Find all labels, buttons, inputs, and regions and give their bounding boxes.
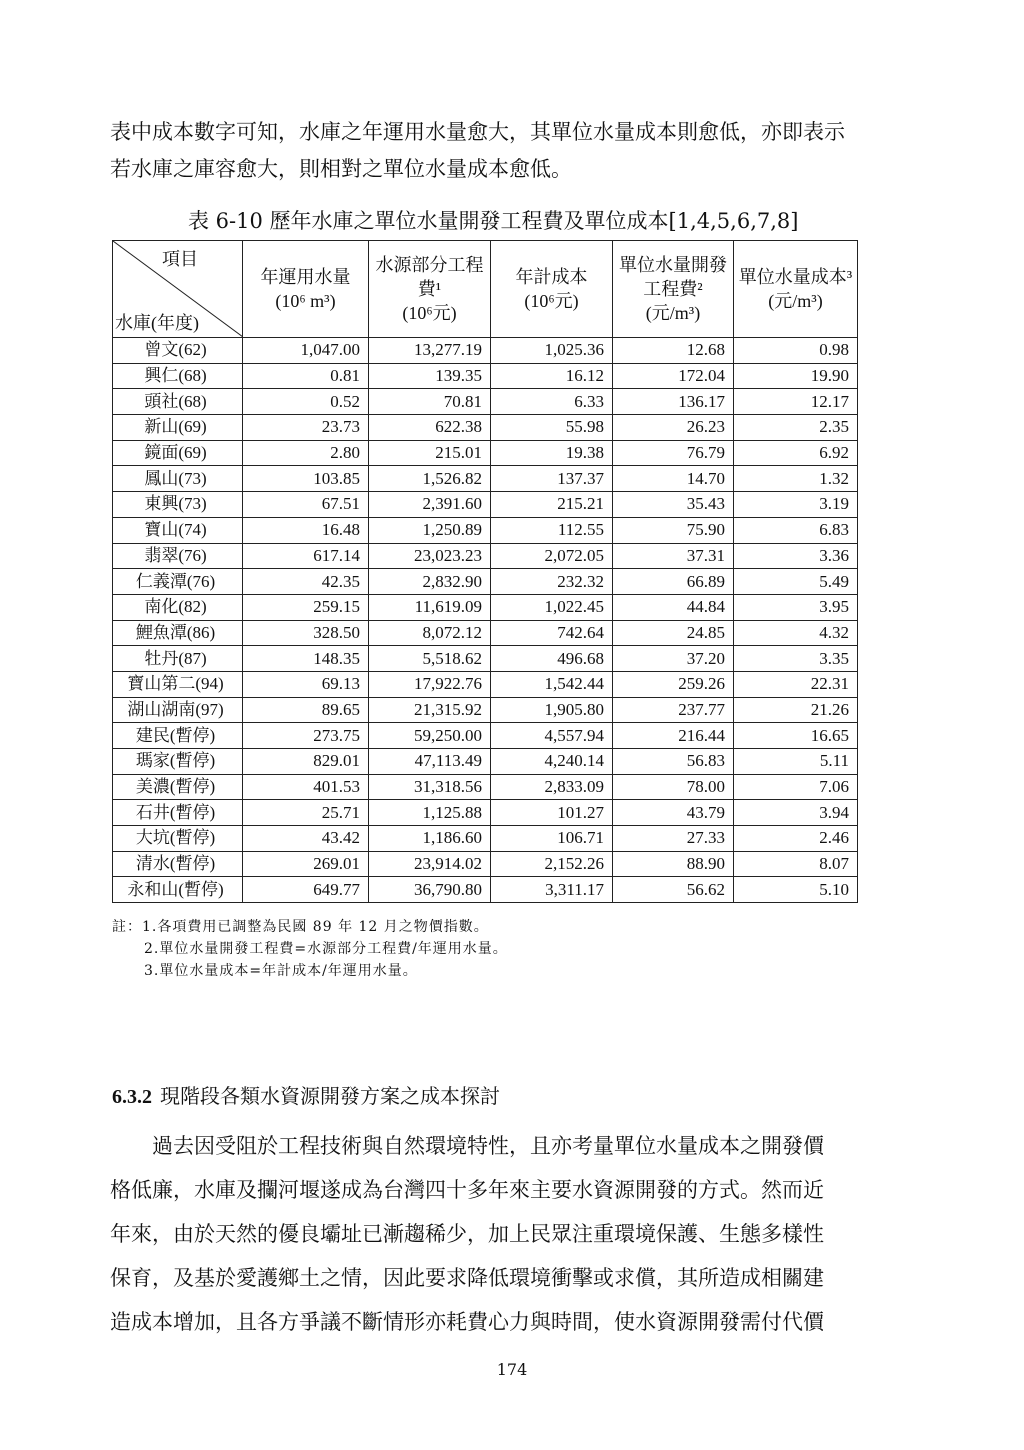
value-cell: 78.00	[613, 774, 734, 800]
value-cell: 216.44	[613, 723, 734, 749]
reservoir-cost-table	[112, 240, 858, 903]
page-number: 174	[496, 1360, 528, 1379]
value-cell: 4,557.94	[491, 723, 613, 749]
table-row	[113, 671, 858, 697]
value-cell: 1,025.36	[491, 338, 613, 364]
table-row	[113, 389, 858, 415]
value-cell: 106.71	[491, 826, 613, 852]
value-cell: 1.32	[734, 466, 858, 492]
table-row	[113, 492, 858, 518]
table-row	[113, 697, 858, 723]
value-cell: 5.11	[734, 749, 858, 775]
table-row	[113, 338, 858, 364]
value-cell: 237.77	[613, 697, 734, 723]
value-cell: 2,072.05	[491, 543, 613, 569]
corner-item-label: 項目	[162, 249, 198, 269]
table-row	[113, 877, 858, 903]
value-cell: 4.32	[734, 620, 858, 646]
intro-line: 表中成本數字可知，水庫之年運用水量愈大，其單位水量成本則愈低，亦即表示	[110, 120, 845, 144]
reservoir-name-cell: 東興(73)	[113, 492, 243, 518]
header-unit-dev-cost: 單位水量開發工程費² (元/m³)	[613, 241, 734, 338]
reservoir-name-cell: 仁義潭(76)	[113, 569, 243, 595]
reservoir-name-cell: 石井(暫停)	[113, 800, 243, 826]
reservoir-name-cell: 興仁(68)	[113, 363, 243, 389]
table-row	[113, 646, 858, 672]
value-cell: 101.27	[491, 800, 613, 826]
value-cell: 35.43	[613, 492, 734, 518]
value-cell: 76.79	[613, 440, 734, 466]
value-cell: 617.14	[243, 543, 369, 569]
reservoir-name-cell: 永和山(暫停)	[113, 877, 243, 903]
value-cell: 23,914.02	[369, 851, 491, 877]
value-cell: 22.31	[734, 671, 858, 697]
header-annual-cost: 年計成本 (10⁶元)	[491, 241, 613, 338]
value-cell: 6.92	[734, 440, 858, 466]
value-cell: 742.64	[491, 620, 613, 646]
table-row	[113, 826, 858, 852]
table-row	[113, 517, 858, 543]
value-cell: 5,518.62	[369, 646, 491, 672]
note-line: 3.單位水量成本=年計成本/年運用水量。	[144, 963, 418, 979]
value-cell: 103.85	[243, 466, 369, 492]
value-cell: 401.53	[243, 774, 369, 800]
value-cell: 136.17	[613, 389, 734, 415]
value-cell: 622.38	[369, 415, 491, 441]
value-cell: 19.38	[491, 440, 613, 466]
table-row	[113, 415, 858, 441]
reservoir-name-cell: 曾文(62)	[113, 338, 243, 364]
reservoir-name-cell: 鳳山(73)	[113, 466, 243, 492]
value-cell: 31,318.56	[369, 774, 491, 800]
value-cell: 1,250.89	[369, 517, 491, 543]
corner-header	[113, 241, 243, 338]
value-cell: 13,277.19	[369, 338, 491, 364]
reservoir-name-cell: 建民(暫停)	[113, 723, 243, 749]
section-number: 6.3.2	[112, 1086, 152, 1108]
section-line: 年來，由於天然的優良壩址已漸趨稀少，加上民眾注重環境保護、生態多樣性	[110, 1222, 824, 1246]
value-cell: 16.65	[734, 723, 858, 749]
value-cell: 67.51	[243, 492, 369, 518]
value-cell: 215.01	[369, 440, 491, 466]
value-cell: 37.31	[613, 543, 734, 569]
value-cell: 259.26	[613, 671, 734, 697]
value-cell: 16.48	[243, 517, 369, 543]
value-cell: 26.23	[613, 415, 734, 441]
table-row	[113, 723, 858, 749]
table-row	[113, 363, 858, 389]
reservoir-name-cell: 瑪家(暫停)	[113, 749, 243, 775]
table-body	[113, 338, 858, 903]
reservoir-name-cell: 新山(69)	[113, 415, 243, 441]
value-cell: 2,391.60	[369, 492, 491, 518]
table-row	[113, 774, 858, 800]
value-cell: 42.35	[243, 569, 369, 595]
value-cell: 2,152.26	[491, 851, 613, 877]
value-cell: 44.84	[613, 594, 734, 620]
table-row	[113, 569, 858, 595]
reservoir-name-cell: 清水(暫停)	[113, 851, 243, 877]
value-cell: 8,072.12	[369, 620, 491, 646]
note-line: 註：1.各項費用已調整為民國 89 年 12 月之物價指數。	[112, 919, 489, 935]
header-source-cost: 水源部分工程費¹ (10⁶元)	[369, 241, 491, 338]
value-cell: 19.90	[734, 363, 858, 389]
value-cell: 3.36	[734, 543, 858, 569]
value-cell: 23.73	[243, 415, 369, 441]
table-row	[113, 800, 858, 826]
section-paragraph	[110, 1124, 870, 1344]
value-cell: 43.42	[243, 826, 369, 852]
value-cell: 1,542.44	[491, 671, 613, 697]
value-cell: 59,250.00	[369, 723, 491, 749]
value-cell: 21.26	[734, 697, 858, 723]
header-annual-water: 年運用水量 (10⁶ m³)	[243, 241, 369, 338]
value-cell: 11,619.09	[369, 594, 491, 620]
value-cell: 1,125.88	[369, 800, 491, 826]
value-cell: 259.15	[243, 594, 369, 620]
table-row	[113, 440, 858, 466]
intro-line: 若水庫之庫容愈大，則相對之單位水量成本愈低。	[110, 157, 572, 181]
value-cell: 139.35	[369, 363, 491, 389]
value-cell: 1,047.00	[243, 338, 369, 364]
value-cell: 37.20	[613, 646, 734, 672]
table-caption: 表 6-10 歷年水庫之單位水量開發工程費及單位成本[1,4,5,6,7,8]	[188, 209, 799, 233]
reservoir-name-cell: 寶山第二(94)	[113, 671, 243, 697]
value-cell: 25.71	[243, 800, 369, 826]
section-heading	[112, 1080, 500, 1109]
intro-paragraph	[110, 114, 870, 188]
value-cell: 56.83	[613, 749, 734, 775]
value-cell: 16.12	[491, 363, 613, 389]
value-cell: 1,526.82	[369, 466, 491, 492]
value-cell: 148.35	[243, 646, 369, 672]
value-cell: 829.01	[243, 749, 369, 775]
value-cell: 43.79	[613, 800, 734, 826]
section-line: 保育，及基於愛護鄉土之情，因此要求降低環境衝擊或求償，其所造成相關建	[110, 1266, 824, 1290]
value-cell: 12.68	[613, 338, 734, 364]
value-cell: 66.89	[613, 569, 734, 595]
table-row	[113, 543, 858, 569]
value-cell: 14.70	[613, 466, 734, 492]
corner-reservoir-label: 水庫(年度)	[115, 313, 199, 333]
table-row	[113, 466, 858, 492]
value-cell: 70.81	[369, 389, 491, 415]
reservoir-name-cell: 牡丹(87)	[113, 646, 243, 672]
value-cell: 47,113.49	[369, 749, 491, 775]
value-cell: 56.62	[613, 877, 734, 903]
value-cell: 7.06	[734, 774, 858, 800]
value-cell: 24.85	[613, 620, 734, 646]
value-cell: 2.35	[734, 415, 858, 441]
value-cell: 12.17	[734, 389, 858, 415]
section-line: 格低廉，水庫及攔河堰遂成為台灣四十多年來主要水資源開發的方式。然而近	[110, 1178, 824, 1202]
value-cell: 3.94	[734, 800, 858, 826]
value-cell: 1,186.60	[369, 826, 491, 852]
reservoir-name-cell: 南化(82)	[113, 594, 243, 620]
value-cell: 496.68	[491, 646, 613, 672]
value-cell: 89.65	[243, 697, 369, 723]
value-cell: 2,832.90	[369, 569, 491, 595]
value-cell: 2.46	[734, 826, 858, 852]
value-cell: 0.98	[734, 338, 858, 364]
header-unit-water-cost: 單位水量成本³ (元/m³)	[734, 241, 858, 338]
reservoir-name-cell: 鏡面(69)	[113, 440, 243, 466]
value-cell: 0.81	[243, 363, 369, 389]
value-cell: 1,022.45	[491, 594, 613, 620]
value-cell: 23,023.23	[369, 543, 491, 569]
value-cell: 273.75	[243, 723, 369, 749]
value-cell: 1,905.80	[491, 697, 613, 723]
section-line: 過去因受阻於工程技術與自然環境特性，且亦考量單位水量成本之開發價	[152, 1134, 824, 1158]
value-cell: 2,833.09	[491, 774, 613, 800]
value-cell: 17,922.76	[369, 671, 491, 697]
section-line: 造成本增加，且各方爭議不斷情形亦耗費心力與時間，使水資源開發需付代價	[110, 1310, 824, 1334]
table-row	[113, 851, 858, 877]
value-cell: 3,311.17	[491, 877, 613, 903]
value-cell: 69.13	[243, 671, 369, 697]
value-cell: 3.19	[734, 492, 858, 518]
note-line: 2.單位水量開發工程費=水源部分工程費/年運用水量。	[144, 941, 508, 957]
value-cell: 5.10	[734, 877, 858, 903]
value-cell: 4,240.14	[491, 749, 613, 775]
value-cell: 55.98	[491, 415, 613, 441]
value-cell: 8.07	[734, 851, 858, 877]
reservoir-name-cell: 翡翠(76)	[113, 543, 243, 569]
table-notes	[112, 916, 508, 982]
value-cell: 88.90	[613, 851, 734, 877]
value-cell: 137.37	[491, 466, 613, 492]
reservoir-name-cell: 大坑(暫停)	[113, 826, 243, 852]
value-cell: 112.55	[491, 517, 613, 543]
section-title: 現階段各類水資源開發方案之成本探討	[160, 1084, 500, 1108]
table-row	[113, 620, 858, 646]
value-cell: 27.33	[613, 826, 734, 852]
table-row	[113, 594, 858, 620]
value-cell: 3.95	[734, 594, 858, 620]
table-header-row	[113, 241, 858, 338]
reservoir-name-cell: 湖山湖南(97)	[113, 697, 243, 723]
value-cell: 232.32	[491, 569, 613, 595]
reservoir-name-cell: 鯉魚潭(86)	[113, 620, 243, 646]
value-cell: 3.35	[734, 646, 858, 672]
value-cell: 2.80	[243, 440, 369, 466]
reservoir-name-cell: 美濃(暫停)	[113, 774, 243, 800]
value-cell: 649.77	[243, 877, 369, 903]
value-cell: 36,790.80	[369, 877, 491, 903]
reservoir-name-cell: 寶山(74)	[113, 517, 243, 543]
value-cell: 215.21	[491, 492, 613, 518]
value-cell: 6.83	[734, 517, 858, 543]
value-cell: 172.04	[613, 363, 734, 389]
value-cell: 5.49	[734, 569, 858, 595]
value-cell: 75.90	[613, 517, 734, 543]
value-cell: 0.52	[243, 389, 369, 415]
value-cell: 328.50	[243, 620, 369, 646]
value-cell: 6.33	[491, 389, 613, 415]
value-cell: 21,315.92	[369, 697, 491, 723]
table-row	[113, 749, 858, 775]
reservoir-name-cell: 頭社(68)	[113, 389, 243, 415]
value-cell: 269.01	[243, 851, 369, 877]
